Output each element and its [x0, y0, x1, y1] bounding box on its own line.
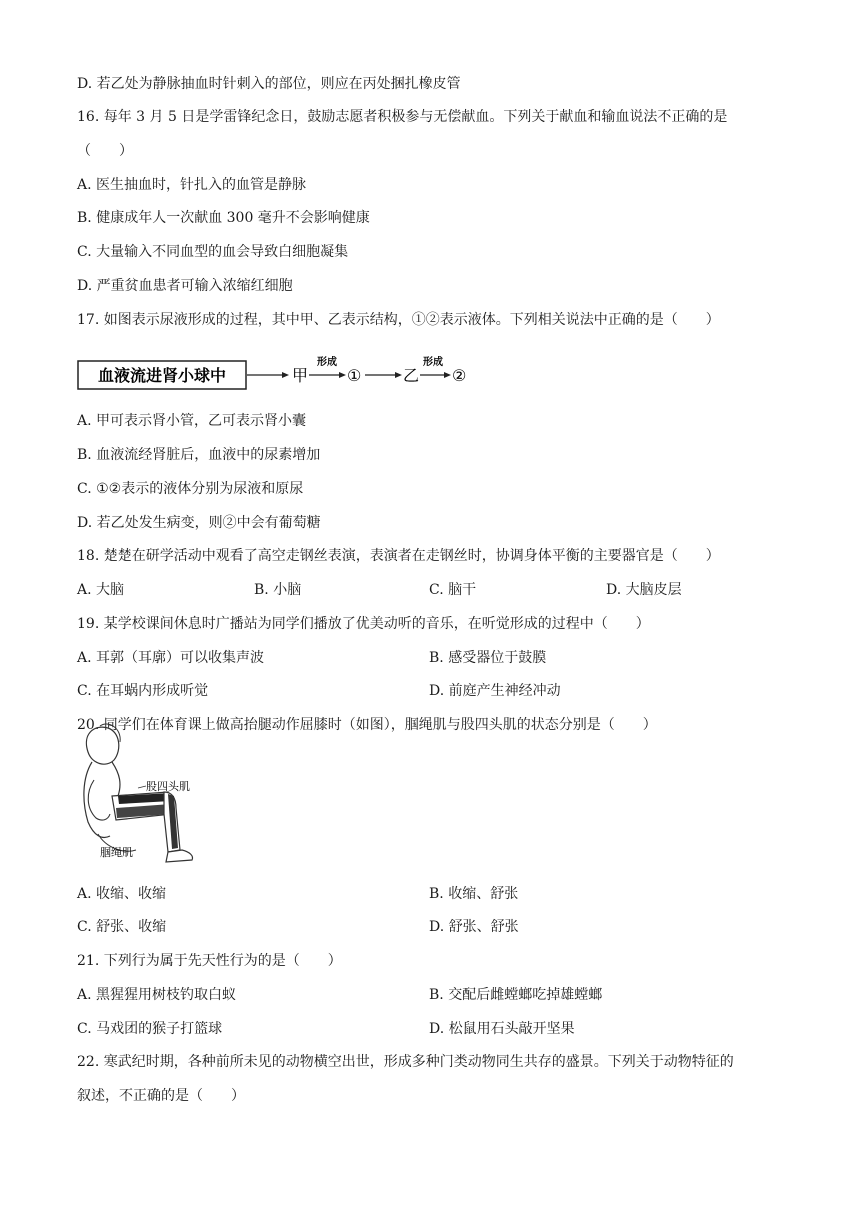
diagram-node-2: ② [452, 366, 467, 385]
quadriceps-label: 股四头肌 [146, 780, 190, 793]
q16-stem-line2: （ ） [77, 143, 133, 159]
figure-chest [112, 762, 120, 796]
q20-stem: 20. 同学们在体育课上做高抬腿动作屈膝时（如图），腘绳肌与股四头肌的状态分别是（ ） [77, 717, 657, 733]
q20-option-d: D. 舒张、舒张 [429, 919, 519, 935]
diagram-node-1: ① [347, 366, 362, 385]
q18-option-a: A. 大脑 [77, 582, 125, 598]
q22-stem-line2: 叙述，不正确的是（ ） [77, 1088, 245, 1104]
q19-option-a: A. 耳郭（耳廓）可以收集声波 [77, 650, 265, 666]
diagram-arrowhead [282, 372, 289, 378]
q22-stem-line1: 22. 寒武纪时期，各种前所未见的动物横空出世，形成多种门类动物同生共存的盛景。下列关于动物特征的 [77, 1054, 734, 1070]
knee-flexion-figure [72, 722, 198, 868]
q21-stem: 21. 下列行为属于先天性行为的是（ ） [77, 953, 342, 969]
q19-stem: 19. 某学校课间休息时广播站为同学们播放了优美动听的音乐，在听觉形成的过程中（ ） [77, 616, 650, 632]
q17-option-b: B. 血液流经肾脏后，血液中的尿素增加 [77, 447, 321, 463]
q18-stem: 18. 楚楚在研学活动中观看了高空走钢丝表演，表演者在走钢丝时，协调身体平衡的主要器官是（ ） [77, 548, 720, 564]
q18-option-b: B. 小脑 [254, 582, 302, 598]
q16-option-c: C. 大量输入不同血型的血会导致白细胞凝集 [77, 244, 349, 260]
q20-option-a: A. 收缩、收缩 [77, 886, 167, 902]
diagram-arrow-label-2: 形成 [423, 357, 443, 368]
q18-option-d: D. 大脑皮层 [606, 582, 682, 598]
diagram-arrowhead [395, 372, 402, 378]
q16-stem-line1: 16. 每年 3 月 5 日是学雷锋纪念日，鼓励志愿者积极参与无偿献血。下列关于献血和输血说法不正确的是 [77, 109, 728, 125]
diagram-arrowhead [444, 372, 451, 378]
q21-option-d: D. 松鼠用石头敲开坚果 [429, 1021, 575, 1037]
diagram-arrow-label-1: 形成 [317, 357, 337, 368]
figure-head [86, 727, 118, 764]
q19-option-d: D. 前庭产生神经冲动 [429, 683, 561, 699]
q16-option-b: B. 健康成年人一次献血 300 毫升不会影响健康 [77, 210, 370, 226]
q17-stem: 17. 如图表示尿液形成的过程，其中甲、乙表示结构，①②表示液体。下列相关说法中正确的是（ ） [77, 312, 720, 328]
label-leader [138, 786, 146, 788]
q16-option-a: A. 医生抽血时，针扎入的血管是静脉 [77, 177, 307, 193]
q20-option-c: C. 舒张、收缩 [77, 919, 167, 935]
q17-option-c: C. ①②表示的液体分别为尿液和原尿 [77, 481, 304, 497]
urine-formation-diagram [77, 356, 477, 396]
diagram-node-jia: 甲 [292, 366, 309, 385]
q19-option-b: B. 感受器位于鼓膜 [429, 650, 547, 666]
figure-arm [88, 780, 110, 820]
q20-option-b: B. 收缩、舒张 [429, 886, 519, 902]
q21-option-a: A. 黑猩猩用树枝钓取白蚁 [77, 987, 237, 1003]
q19-option-c: C. 在耳蜗内形成听觉 [77, 683, 209, 699]
q16-option-d: D. 严重贫血患者可输入浓缩红细胞 [77, 278, 293, 294]
q15-option-d: D. 若乙处为静脉抽血时针刺入的部位，则应在丙处捆扎橡皮管 [77, 76, 461, 92]
diagram-box-label: 血液流进肾小球中 [97, 366, 227, 385]
q21-option-b: B. 交配后雌螳螂吃掉雄螳螂 [429, 987, 603, 1003]
q18-option-c: C. 脑干 [429, 582, 477, 598]
q17-option-a: A. 甲可表示肾小管，乙可表示肾小囊 [77, 413, 307, 429]
hamstring-label: 腘绳肌 [100, 846, 133, 859]
q21-option-c: C. 马戏团的猴子打篮球 [77, 1021, 223, 1037]
q17-option-d: D. 若乙处发生病变，则②中会有葡萄糖 [77, 515, 321, 531]
diagram-node-yi: 乙 [403, 366, 420, 385]
diagram-arrowhead [339, 372, 346, 378]
figure-foot [166, 850, 193, 862]
